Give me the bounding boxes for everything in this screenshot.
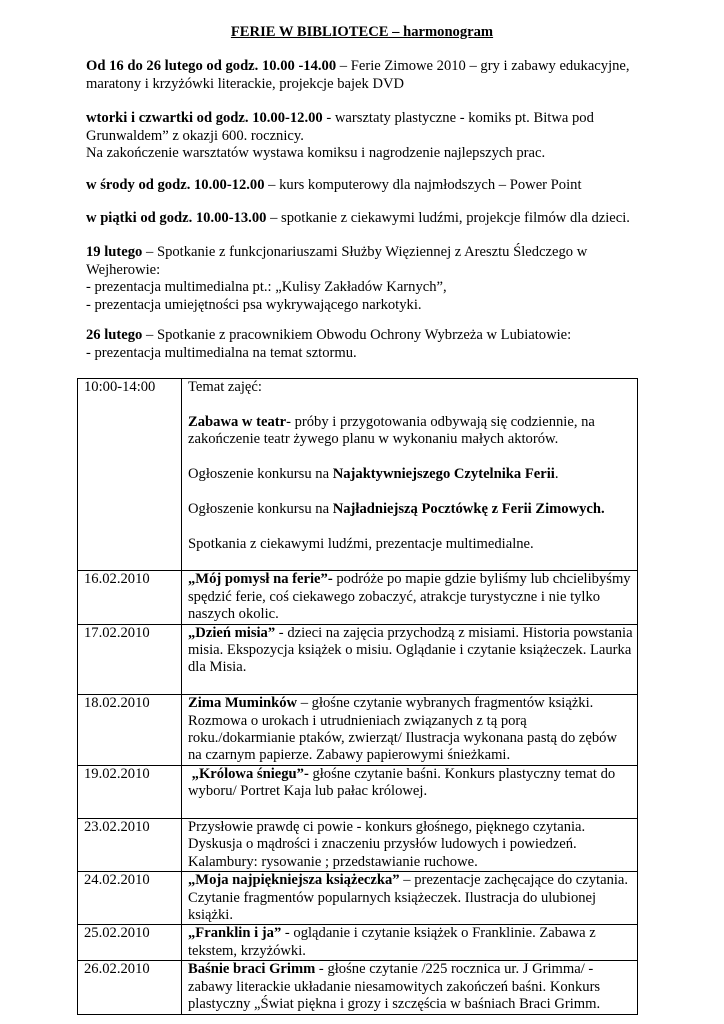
intro-paragraph-1: Od 16 do 26 lutego od godz. 10.00 -14.00 – Ferie Zimowe 2010 – gry i zabawy edukacyjne, maratony i krzyżówki literackie, projekcje bajek DVD — [86, 58, 630, 92]
intro-paragraph-2: wtorki i czwartki od godz. 10.00-12.00 - warsztaty plastyczne - komiks pt. Bitwa pod Grunwaldem” z okazji 600. rocznicy. Na zakończenie warsztatów wystawa komiksu i nagrodzenie najlepszych prac. — [86, 110, 594, 162]
table-row — [78, 819, 638, 872]
description-cell: Zima Muminków – głośne czytanie wybranych fragmentów książki. Rozmowa o urokach i utrudnieniach związanych z tą porą roku./dokarmianie ptaków, zwierząt/ Ilustracja wykonana pastą do zębów na czarnym papierze. Zabawy papierowymi śnieżkami. — [182, 695, 638, 766]
date-cell: 24.02.2010 — [78, 872, 182, 925]
table-row — [78, 925, 638, 961]
description-cell: „Franklin i ja” - oglądanie i czytanie książek o Franklinie. Zabawa z tekstem, krzyżówki. — [182, 925, 638, 961]
description-cell: Przysłowie prawdę ci powie - konkurs głośnego, pięknego czytania. Dyskusja o mądrości i znaczeniu przysłów ludowych i powiedzeń. Kalambury: rysowanie ; przedstawianie ruchowe. — [182, 819, 638, 872]
topic-label: Temat zajęć: — [188, 379, 262, 395]
description-cell: „Mój pomysł na ferie”- podróże po mapie gdzie byliśmy lub chcielibyśmy spędzić ferie, coś ciekawego zobaczyć, atrakcje turystyczne i nie tylko naszych okolic. — [182, 571, 638, 624]
table-row — [78, 872, 638, 925]
table-row — [78, 695, 638, 766]
date-cell: 25.02.2010 — [78, 925, 182, 961]
schedule-table — [77, 378, 638, 1015]
intro-paragraph-3: w środy od godz. 10.00-12.00 – kurs komputerowy dla najmłodszych – Power Point — [86, 177, 582, 193]
date-cell: 17.02.2010 — [78, 624, 182, 695]
description-cell: „Królowa śniegu”- głośne czytanie baśni. Konkurs plastyczny temat do wyboru/ Portret Kaja lub pałac królowej. — [182, 765, 638, 818]
table-row — [78, 571, 638, 624]
table-row — [78, 961, 638, 1014]
topic-cell: Temat zajęć: Zabawa w teatr- próby i przygotowania odbywają się codziennie, na zakończenie teatr żywego planu w wykonaniu małych aktorów. Ogłoszenie konkursu na Najaktywniejszego Czytelnika Ferii. Ogłoszenie konkursu na Najładniejszą Pocztówkę z Ferii Zimowych. Spotkania z ciekawymi ludźmi, prezentacje multimedialne. — [182, 379, 638, 571]
date-cell: 26.02.2010 — [78, 961, 182, 1014]
time-cell: 10:00-14:00 — [78, 379, 182, 571]
table-row — [78, 624, 638, 695]
date-cell: 18.02.2010 — [78, 695, 182, 766]
description-cell: Baśnie braci Grimm - głośne czytanie /225 rocznica ur. J Grimma/ - zabawy literackie układanie niesamowitych zakończeń baśni. Konkurs plastyczny „Świat piękna i grozy i szczęścia w baśniach Braci Grimm. — [182, 961, 638, 1014]
date-cell: 23.02.2010 — [78, 819, 182, 872]
description-cell: „Dzień misia” - dzieci na zajęcia przychodzą z misiami. Historia powstania misia. Ekspozycja książek o misiu. Oglądanie i czytanie książeczek. Laurka dla Misia. — [182, 624, 638, 695]
date-cell: 19.02.2010 — [78, 765, 182, 818]
table-row — [78, 379, 638, 571]
document-title: FERIE W BIBLIOTECE – harmonogram — [230, 24, 494, 40]
table-row — [78, 765, 638, 818]
description-cell: „Moja najpiękniejsza książeczka” – prezentacje zachęcające do czytania. Czytanie fragmentów popularnych książeczek. Ilustracja do ulubionej książki. — [182, 872, 638, 925]
intro-paragraph-6: 26 lutego – Spotkanie z pracownikiem Obwodu Ochrony Wybrzeża w Lubiatowie: - prezentacja multimedialna na temat sztormu. — [86, 327, 572, 361]
intro-paragraph-4: w piątki od godz. 10.00-13.00 – spotkanie z ciekawymi ludźmi, projekcje filmów dla dzieci. — [86, 210, 630, 226]
date-cell: 16.02.2010 — [78, 571, 182, 624]
intro-paragraph-5: 19 lutego – Spotkanie z funkcjonariuszami Służby Więziennej z Aresztu Śledczego w Wejherowie: - prezentacja multimedialna pt.: „Kulisy Zakładów Karnych”, - prezentacja umiejętności psa wykrywającego narkotyki. — [86, 244, 588, 313]
